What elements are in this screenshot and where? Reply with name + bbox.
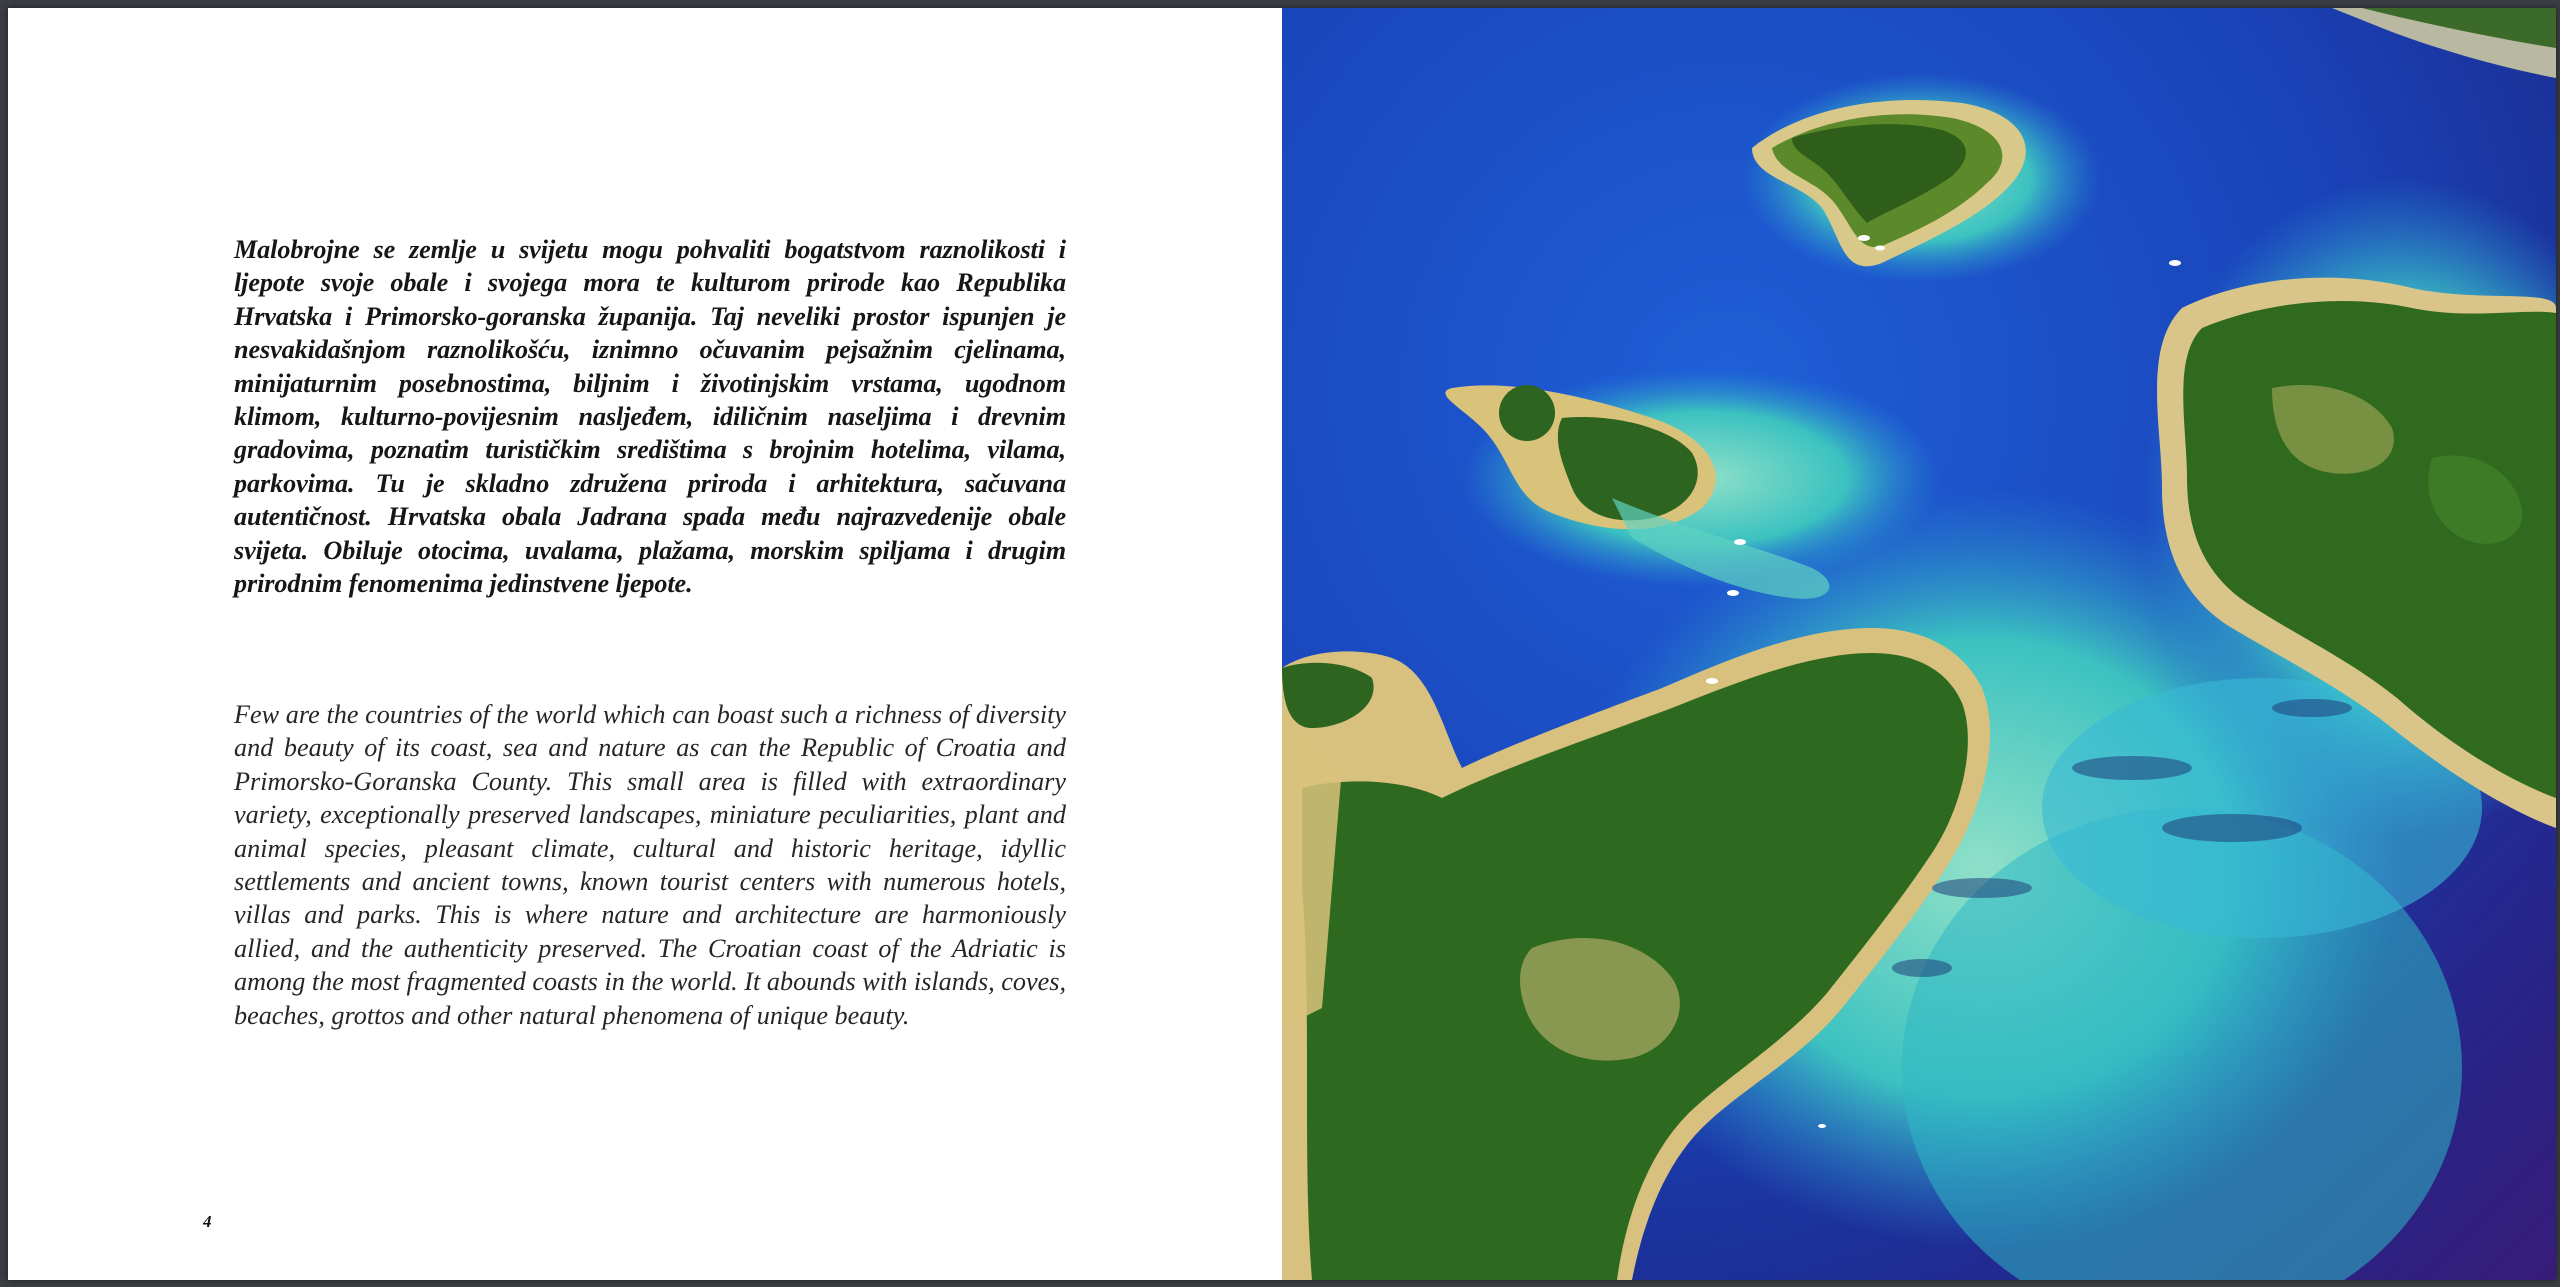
page-number: 4 (203, 1212, 212, 1231)
left-page (8, 8, 1282, 1280)
aerial-islands-photo (1282, 8, 2556, 1280)
english-paragraph: Few are the countries of the world which can boast such a richness of diversity and beauty of its coast, sea and nature as can the Republic of Croatia and Primorsko-Goranska County. This small area is filled with extraordinary variety, exceptionally preserved landscapes, miniature peculiarities, plant and animal species, pleasant climate, cultural and historic heritage, idyllic settlements and ancient towns, known tourist centers with numerous hotels, villas and parks. This is where nature and architecture are harmoniously allied, and the authenticity preserved. The Croatian coast of the Adriatic is among the most fragmented coasts in the world. It abounds with islands, coves, beaches, grottos and other natural phenomena of unique beauty. (234, 700, 1066, 1030)
croatian-paragraph: Malobrojne se zemlje u svijetu mogu pohvaliti bogatstvom raznolikosti i ljepote svoje obale i svojega mora te kulturom prirode kao Republika Hrvatska i Primorsko-goranska županija. Taj neveliki prostor ispunjen je nesvakidašnjom raznolikošću, iznimno očuvanim pejsažnim cjelinama, minijaturnim posebnostima, biljnim i životinjskim vrstama, ugodnom klimom, kulturno-povijesnim nasljeđem, idiličnim naseljima i drevnim gradovima, poznatim turističkim središtima s brojnim hotelima, vilama, parkovima. Tu je skladno združena priroda i arhitektura, sačuvana autentičnost. Hrvatska obala Jadrana spada među najrazvedenije obale svijeta. Obiluje otocima, uvalama, plažama, morskim spiljama i drugim prirodnim fenomenima jedinstvene ljepote. (234, 235, 1066, 599)
book-spread (8, 8, 2556, 1280)
right-page (1282, 8, 2556, 1280)
